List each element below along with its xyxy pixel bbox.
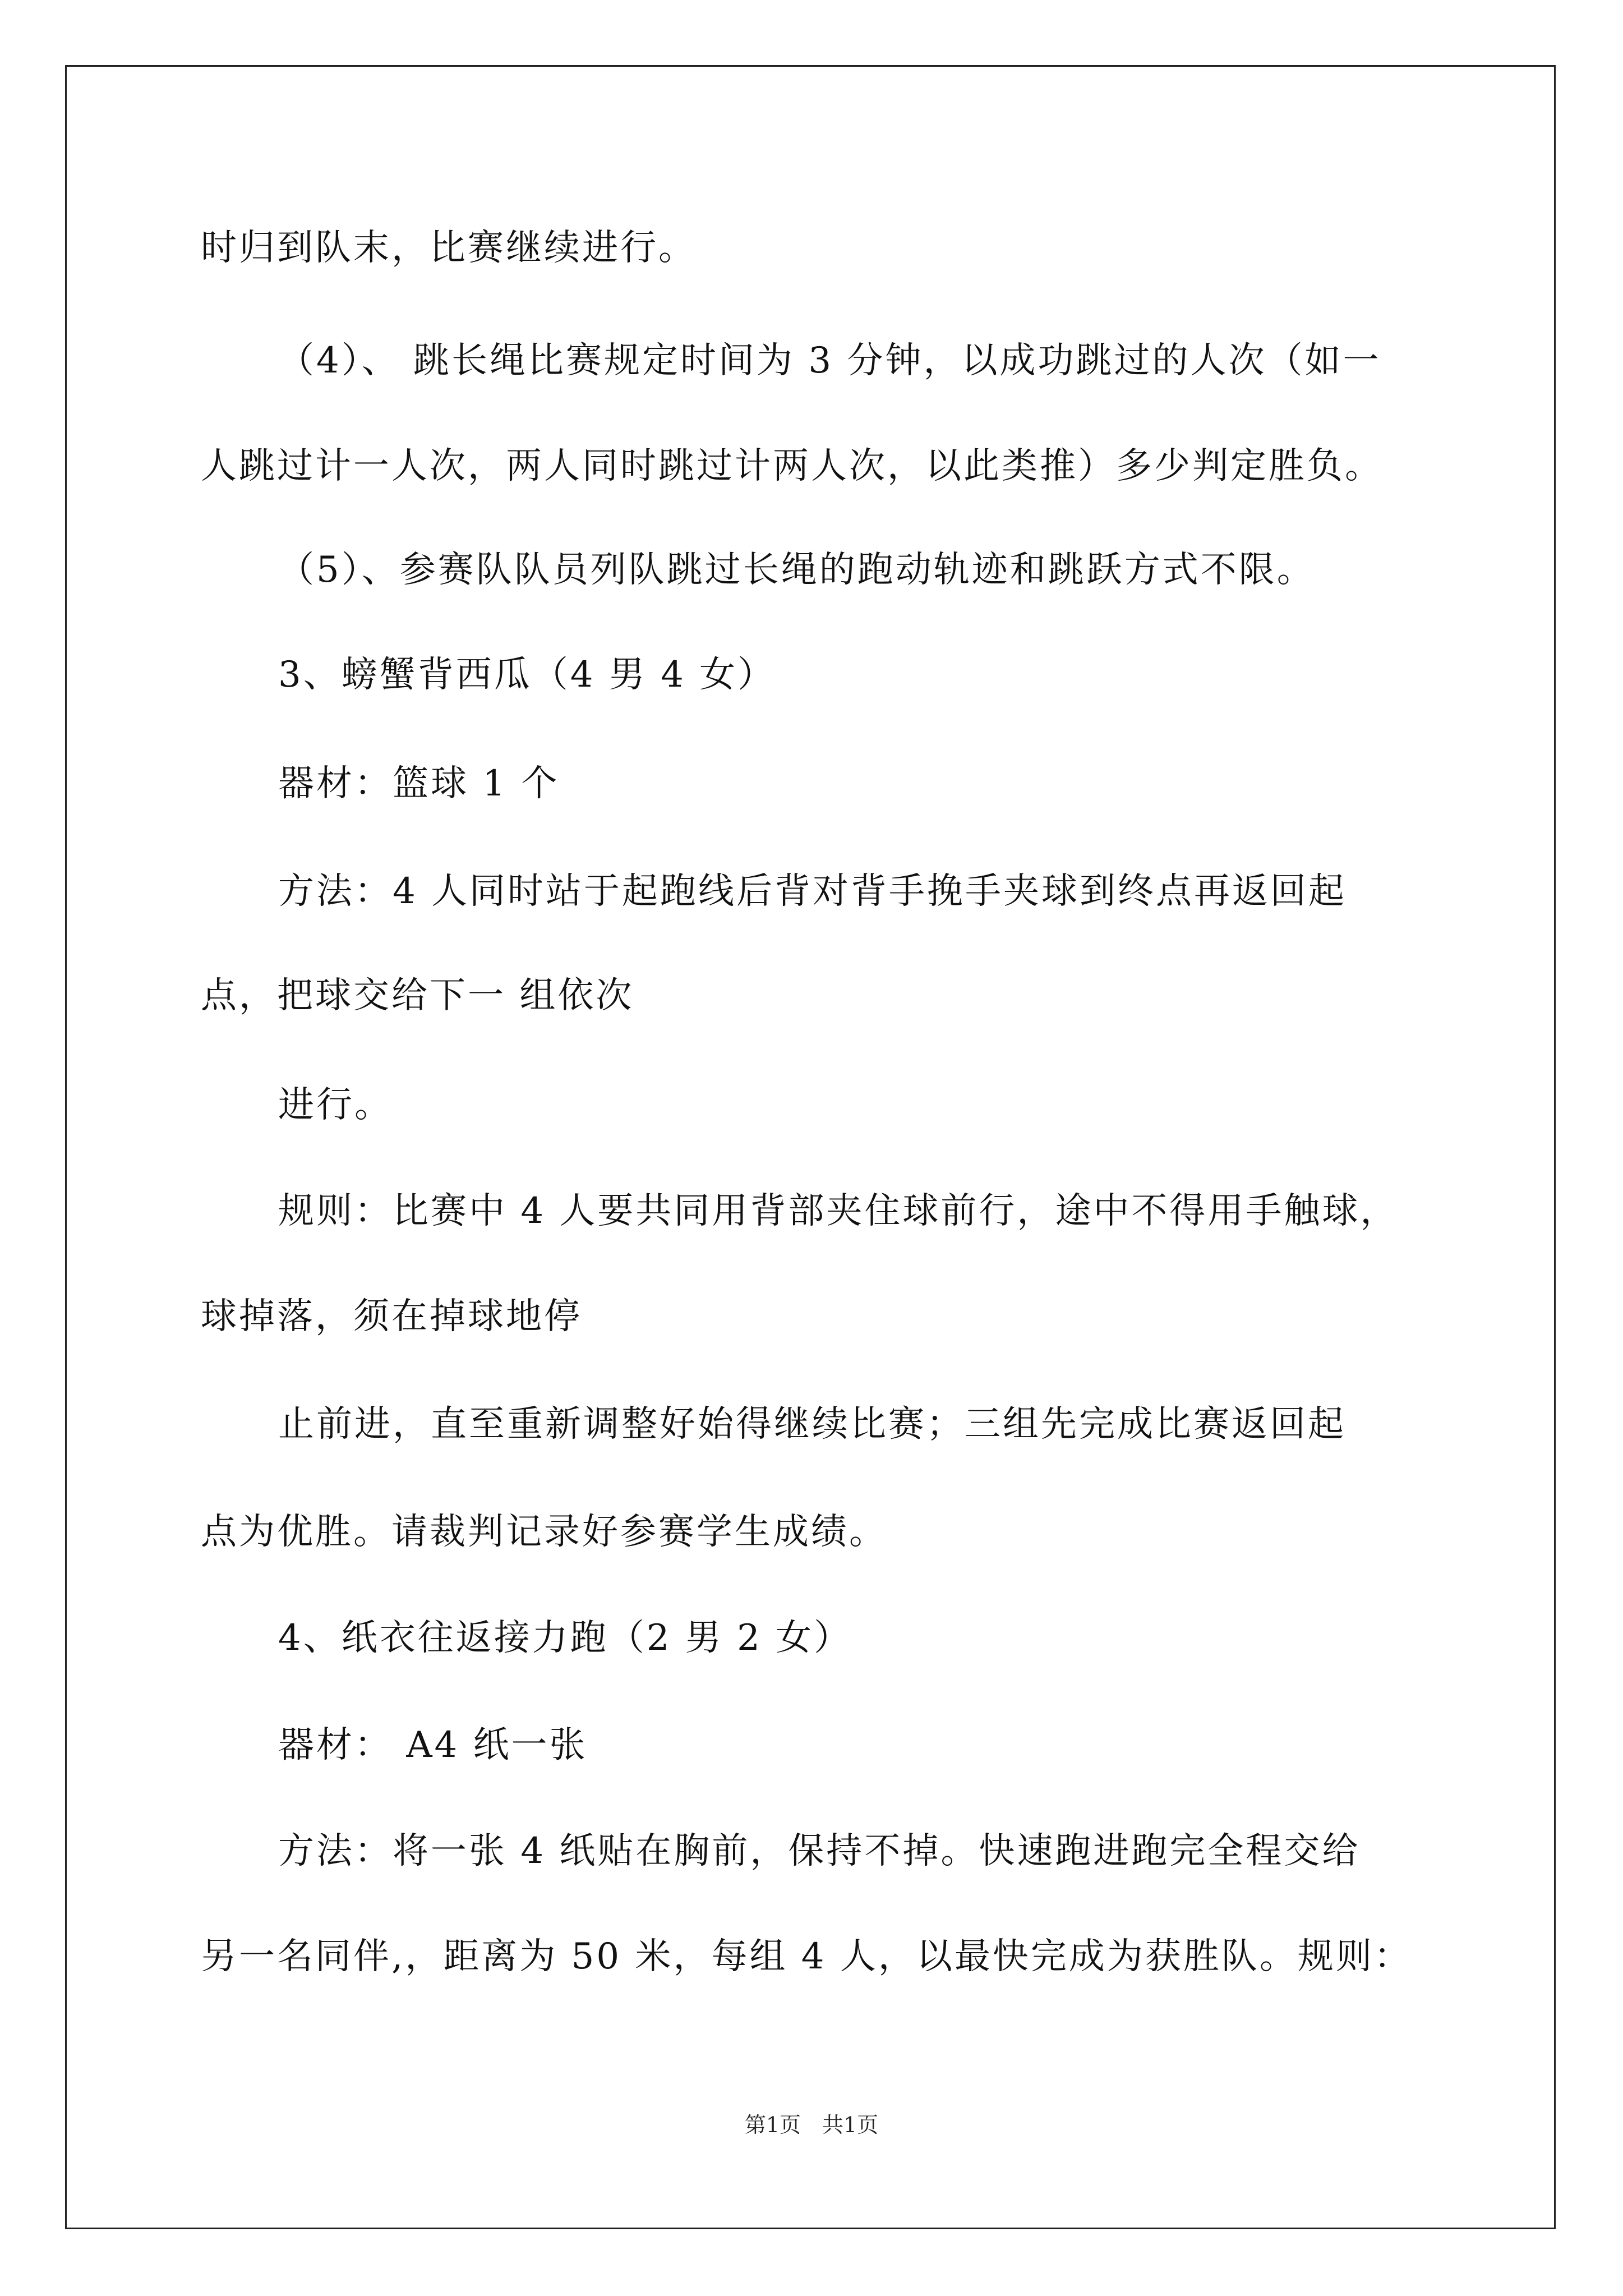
section-heading: 4、纸衣往返接力跑（2 男 2 女） — [278, 1617, 852, 1659]
text-line: 止前进，直至重新调整好始得继续比赛；三组先完成比赛返回起 — [278, 1404, 1346, 1445]
text-line: 另一名同伴,，距离为 50 米，每组 4 人，以最快完成为获胜队。规则： — [201, 1936, 1412, 1977]
page-border — [65, 65, 1556, 2229]
text-line: （4）、 跳长绳比赛规定时间为 3 分钟，以成功跳过的人次（如一 — [278, 340, 1381, 381]
text-line: 人跳过计一人次，两人同时跳过计两人次，以此类推）多少判定胜负。 — [201, 445, 1383, 487]
text-line: 方法：4 人同时站于起跑线后背对背手挽手夹球到终点再返回起 — [278, 871, 1347, 912]
text-line: 器材：篮球 1 个 — [278, 763, 560, 804]
text-line: 进行。 — [278, 1084, 393, 1126]
text-line: 点，把球交给下一 组依次 — [201, 975, 634, 1016]
text-line: 方法：将一张 4 纸贴在胸前，保持不掉。快速跑进跑完全程交给 — [278, 1830, 1361, 1872]
text-line: （5）、参赛队队员列队跳过长绳的跑动轨迹和跳跃方式不限。 — [278, 549, 1315, 591]
text-line: 球掉落，须在掉球地停 — [201, 1296, 582, 1337]
text-line: 点为优胜。请裁判记录好参赛学生成绩。 — [201, 1511, 887, 1553]
page-footer: 第1页 共1页 — [744, 2113, 879, 2137]
text-line: 时归到队末，比赛继续进行。 — [201, 227, 697, 269]
section-heading: 3、螃蟹背西瓜（4 男 4 女） — [278, 654, 776, 696]
text-line: 器材： A4 纸一张 — [278, 1724, 588, 1766]
text-line: 规则：比赛中 4 人要共同用背部夹住球前行，途中不得用手触球， — [278, 1190, 1399, 1232]
